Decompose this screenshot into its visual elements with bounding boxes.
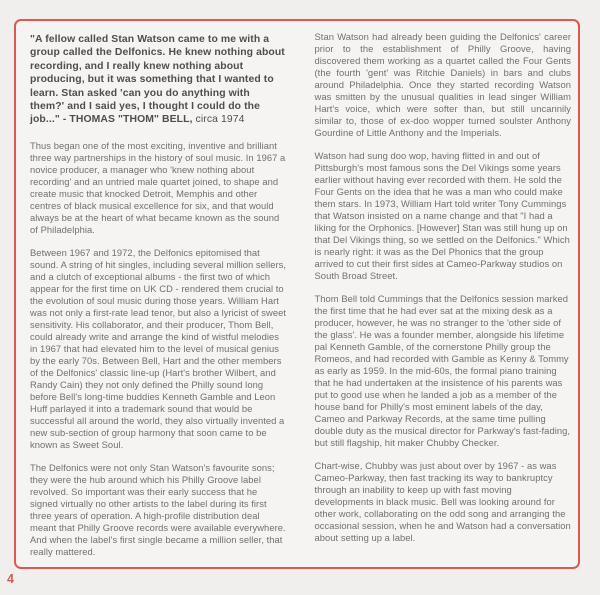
- body-paragraph: Chart-wise, Chubby was just about over by 1967 - as was Cameo-Parkway, then fast tracking its way to bankruptcy through an inability to keep up with fast moving developments in black music. Bell was looking around for other work, collaborating on the odd song and arranging the occasional session, when he and Watson had a conversation about setting up a label.: [314, 460, 571, 543]
- body-paragraph: Between 1967 and 1972, the Delfonics epitomised that sound. A string of hit singles, including several million sellers, and a clutch of exceptional albums - the first two of which appear for the first time on UK CD - rendered them crucial to the evolution of soul music during those years. William Hart was not only a first-rate lead tenor, but also a lyricist of sweet sensitivity. His collaborator, and their producer, Thom Bell, could already write and arrange the kind of wistful melodies in 1967 that had elevated him to the level of musical genius by the early 70s. Between Bell, Hart and the other members of the Delfonics' classic line-up (Hart's brother Wilbert, and Randy Cain) they not only defined the Philly sound long before Bell's long-time buddies Kenneth Gamble and Leon Huff parlayed it into a trademark sound that would be successful all around the world, they also virtually invented a new sub-section of group harmony that soon came to be known as Sweet Soul.: [30, 246, 287, 450]
- page-content: [16, 21, 578, 567]
- body-paragraph: Watson had sung doo wop, having flitted in and out of Pittsburgh's most famous sons the Del Vikings some years earlier without having ever recorded with them. He sold the Four Gents on the idea that he was a man who could make them stars. In 1973, William Hart told writer Tony Cummings that Watson insisted on a name change and that "I had a liking for the Orphonics. [However] Stan was still hung up on that Del Vikings thing, so we settled on the Delfonics." Which is nearly right: it was as the Del Phonics that the group arrived to cut their first sides at Cameo-Parkway studios on South Broad Street.: [314, 150, 570, 281]
- opening-quote: [30, 33, 287, 127]
- right-column: [313, 31, 572, 559]
- body-paragraph: Thom Bell told Cummings that the Delfonics session marked the first time that he had ever sat at the mixing desk as a producer, however, he was no stranger to the 'other side of the glass'. He was a founder member, alongside his lifetime pal Kenneth Gamble, of the cornerstone Philly group the Romeos, and had recorded with Gamble as Kenny & Tommy as early as 1959. In the mid-60s, the formal piano training that he had undertaken at the insistence of his parents was put to good use when he landed a job as a member of the house band for Philly's most eminent labels of the day, Cameo and Parkway Records, at the same time pulling double duty as the musical director for Parkway's fast-fading, but still flagship, hit maker Chubby Checker.: [314, 293, 571, 448]
- body-paragraph: Stan Watson had already been guiding the Delfonics' career prior to the establishment of Philly Groove, having discovered them working as a quartet called the Four Gents (the fourth 'gent' was Ritchie Daniels) in bars and clubs around Philadelphia. Once they started recording Watson was smitten by the unusual qualities in lead singer William Hart's voice, which were softer than, but still uncannily similar to, those of ex-doo wopper turned soulster Anthony Gourdine of Little Anthony and the Imperials.: [314, 31, 571, 138]
- left-column: [28, 31, 287, 559]
- quote-text: "A fellow called Stan Watson came to me with a group called the Delfonics. He knew nothing about recording, and I really knew nothing about producing, but it was something that I wanted to learn. Stan asked 'can you do anything with them?' and I said yes, I thought I could do the job..." -: [30, 34, 285, 126]
- body-paragraph: The Delfonics were not only Stan Watson's favourite sons; they were the hub around which his Philly Groove label revolved. So important was their early success that he signed virtually no other artists to the label during its first three years of operation. A high-profile distribution deal meant that Philly Groove records were available everywhere. And when the label's first single became a million seller, that really mattered.: [30, 461, 286, 557]
- quote-attribution-date: circa 1974: [192, 114, 245, 126]
- left-column-paragraphs: [28, 140, 287, 558]
- quote-attribution: THOMAS "THOM" BELL,: [69, 114, 193, 126]
- body-paragraph: Thus began one of the most exciting, inventive and brilliant three way partnerships in the history of soul music. In 1967 a novice producer, a manager who 'knew nothing about recording' and an untried male quartet joined, to shape and create music that knocked Detroit, Memphis and other centres of black musical excellence for six, and that would always be at the heart of what became known as the sound of Philadelphia.: [30, 139, 286, 235]
- page-border-frame: [14, 19, 580, 569]
- page-number: 4: [7, 572, 14, 586]
